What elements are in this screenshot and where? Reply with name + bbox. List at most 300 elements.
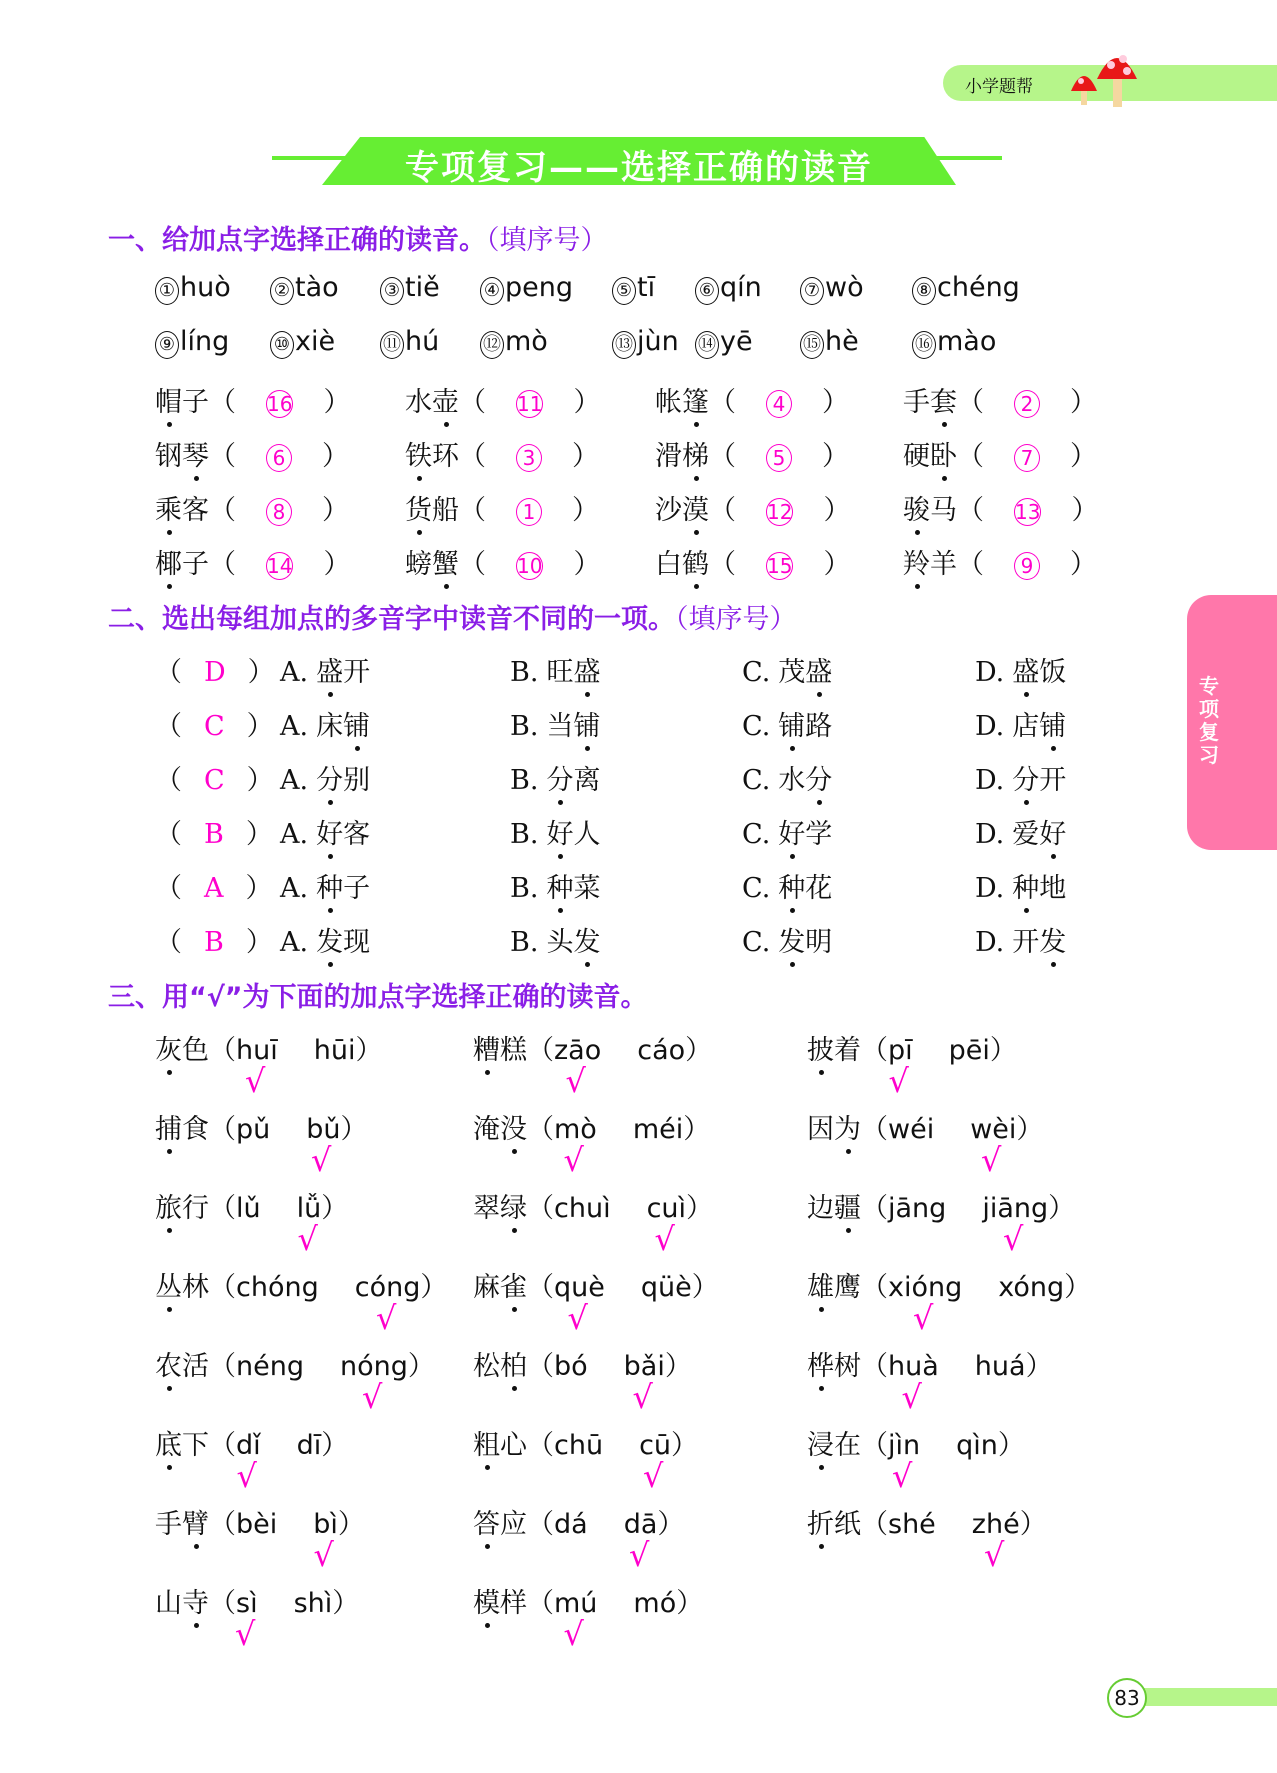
answer-value: 3 bbox=[516, 444, 542, 472]
check-mark: √ bbox=[654, 1220, 675, 1258]
check-mark: √ bbox=[565, 1062, 586, 1100]
pinyin-option-b: lǚ bbox=[296, 1193, 322, 1224]
word-char: 鹰 bbox=[834, 1272, 861, 1303]
pinyin-option-a: huà bbox=[888, 1351, 939, 1382]
option-number: ① bbox=[155, 277, 179, 305]
word-char: 发 bbox=[778, 920, 805, 959]
answer-value: 4 bbox=[766, 390, 792, 418]
answer-slot bbox=[266, 387, 293, 418]
pinyin-option bbox=[270, 326, 335, 359]
answer-value: 9 bbox=[1014, 552, 1040, 580]
check-mark: √ bbox=[888, 1062, 909, 1100]
answer-slot bbox=[516, 549, 543, 580]
option-number: ⑬ bbox=[612, 331, 636, 359]
word-char: 分 bbox=[316, 758, 343, 797]
pinyin-choice-item: 折纸（shé zhé） bbox=[807, 1502, 1047, 1541]
pinyin-choice-item: 山寺（sì shì） bbox=[155, 1581, 359, 1620]
word-char: 菜 bbox=[573, 873, 601, 904]
choice-letter: B. bbox=[510, 927, 539, 958]
option-pinyin: mò bbox=[505, 326, 548, 357]
word-char: 鹤 bbox=[682, 542, 709, 581]
pinyin-option-b: cū bbox=[639, 1430, 672, 1461]
option-number: ⑫ bbox=[480, 331, 504, 359]
option-pinyin: mào bbox=[937, 326, 997, 357]
pinyin-choice-item: 模样（mú mó） bbox=[473, 1581, 703, 1620]
word-char: 翠 bbox=[473, 1193, 500, 1224]
word-char: 盛 bbox=[805, 650, 832, 689]
pinyin-option-b: cóng bbox=[354, 1272, 421, 1303]
open-paren: （ bbox=[709, 495, 736, 526]
option-pinyin: huò bbox=[180, 272, 231, 303]
check-mark: √ bbox=[362, 1378, 383, 1416]
option-number: ⑨ bbox=[155, 331, 179, 359]
word-char: 色 bbox=[182, 1035, 209, 1066]
choice-letter: D. bbox=[975, 711, 1005, 742]
check-mark: √ bbox=[235, 1615, 256, 1653]
choice-letter: C. bbox=[742, 765, 771, 796]
pinyin-option-b: mó bbox=[633, 1588, 677, 1619]
word-char: 人 bbox=[573, 819, 601, 850]
pinyin-option-a: mò bbox=[554, 1114, 597, 1145]
option-pinyin: hè bbox=[825, 326, 859, 357]
word-char: 雀 bbox=[500, 1265, 527, 1304]
pinyin-choice-item: 浸在（jìn qìn） bbox=[807, 1423, 1025, 1462]
check-mark: √ bbox=[901, 1378, 922, 1416]
word-char: 篷 bbox=[682, 380, 709, 419]
pinyin-option-a: bó bbox=[554, 1351, 588, 1382]
word-char: 现 bbox=[343, 927, 371, 958]
word-char: 活 bbox=[182, 1351, 209, 1382]
pinyin-choice-item: 桦树（huà huá） bbox=[807, 1344, 1053, 1383]
answer-slot bbox=[766, 441, 792, 472]
pinyin-option bbox=[912, 326, 996, 359]
check-mark: √ bbox=[563, 1615, 584, 1653]
word-char: 客 bbox=[343, 819, 371, 850]
word-char: 乘 bbox=[155, 488, 182, 527]
option-number: ⑩ bbox=[270, 331, 294, 359]
choice bbox=[975, 704, 1066, 743]
answer-value: 16 bbox=[267, 392, 293, 416]
choice bbox=[510, 920, 600, 959]
word-char: 羊 bbox=[930, 549, 957, 580]
open-paren: （ bbox=[957, 441, 984, 472]
choice-letter: A. bbox=[280, 711, 309, 742]
word-char: 糟 bbox=[473, 1028, 500, 1067]
option-number: ⑥ bbox=[695, 277, 719, 305]
pinyin-option-a: què bbox=[554, 1272, 605, 1303]
word-char: 骏 bbox=[903, 488, 930, 527]
word-char: 心 bbox=[500, 1430, 527, 1461]
check-mark: √ bbox=[313, 1536, 334, 1574]
word-char: 头 bbox=[546, 927, 574, 958]
word-char: 在 bbox=[834, 1430, 861, 1461]
word-char: 折 bbox=[807, 1502, 834, 1541]
option-pinyin: hú bbox=[405, 326, 440, 357]
choice bbox=[510, 704, 600, 743]
choice-letter: A. bbox=[280, 927, 309, 958]
pinyin-option bbox=[695, 326, 753, 359]
pinyin-choice-item: 粗心（chū cū） bbox=[473, 1423, 698, 1462]
close-paren: ） bbox=[822, 387, 849, 418]
pinyin-option-b: cuì bbox=[646, 1193, 687, 1224]
choice bbox=[975, 920, 1066, 959]
check-mark: √ bbox=[913, 1299, 934, 1337]
open-paren: （ bbox=[709, 387, 736, 418]
word-char: 好 bbox=[778, 812, 805, 851]
pinyin-option-b: hūi bbox=[313, 1035, 356, 1066]
choice bbox=[280, 758, 370, 797]
choice bbox=[742, 920, 832, 959]
choice-letter: A. bbox=[280, 873, 309, 904]
word-char: 好 bbox=[546, 812, 573, 851]
word-char: 好 bbox=[1039, 812, 1066, 851]
option-number: ⑭ bbox=[695, 331, 719, 359]
close-paren: ） bbox=[572, 441, 599, 472]
option-pinyin: jùn bbox=[637, 326, 679, 357]
pinyin-choice-item: 翠绿（chuì cuì） bbox=[473, 1186, 713, 1225]
answer-paren: （ C ） bbox=[155, 765, 274, 796]
word-char: 好 bbox=[316, 812, 343, 851]
pinyin-option-a: pǔ bbox=[236, 1114, 271, 1145]
close-paren: ） bbox=[822, 441, 849, 472]
answer-slot bbox=[1014, 549, 1040, 580]
word-char: 琴 bbox=[182, 434, 209, 473]
close-paren: ） bbox=[1071, 495, 1099, 526]
answer-value: 15 bbox=[767, 554, 793, 578]
choice-letter: C. bbox=[742, 657, 771, 688]
word-char: 铺 bbox=[1039, 704, 1066, 743]
word-char: 披 bbox=[807, 1028, 834, 1067]
word-char: 帽 bbox=[155, 380, 182, 419]
pinyin-option-b: dī bbox=[296, 1430, 322, 1461]
open-paren: （ bbox=[209, 441, 236, 472]
word-char: 当 bbox=[546, 711, 574, 742]
word-char: 床 bbox=[316, 711, 344, 742]
side-tab bbox=[1187, 595, 1277, 850]
pinyin-option-b: zhé bbox=[971, 1509, 1020, 1540]
choice bbox=[742, 812, 832, 851]
word-char: 旺 bbox=[546, 657, 574, 688]
choice bbox=[280, 866, 370, 905]
brand-label: 小学题帮 bbox=[965, 77, 1033, 97]
answer-item bbox=[405, 488, 599, 527]
word-char: 疆 bbox=[834, 1186, 861, 1225]
word-char: 花 bbox=[805, 873, 833, 904]
check-mark: √ bbox=[297, 1220, 318, 1258]
word-char: 发 bbox=[316, 920, 343, 959]
pinyin-option-a: bèi bbox=[236, 1509, 278, 1540]
word-char: 绿 bbox=[500, 1186, 527, 1225]
close-paren: ） bbox=[573, 387, 601, 418]
choice-letter: B. bbox=[510, 657, 539, 688]
answer-value: 7 bbox=[1014, 444, 1040, 472]
check-mark: √ bbox=[311, 1141, 332, 1179]
answer-item bbox=[155, 542, 350, 581]
choice bbox=[975, 650, 1066, 689]
pinyin-option bbox=[612, 272, 655, 305]
word-char: 离 bbox=[573, 765, 601, 796]
pinyin-option-a: jìn bbox=[888, 1430, 921, 1461]
word-char: 分 bbox=[805, 758, 832, 797]
word-char: 明 bbox=[805, 927, 833, 958]
choice bbox=[742, 866, 832, 905]
answer-value: 2 bbox=[1014, 390, 1040, 418]
word-char: 分 bbox=[1012, 758, 1039, 797]
answer-slot bbox=[1014, 441, 1040, 472]
check-mark: √ bbox=[981, 1141, 1002, 1179]
answer-slot bbox=[266, 495, 292, 526]
option-pinyin: tiě bbox=[405, 272, 440, 303]
pinyin-choice-item: 因为（wéi wèi） bbox=[807, 1107, 1043, 1146]
word-char: 臂 bbox=[182, 1502, 209, 1541]
word-char: 盛 bbox=[316, 650, 343, 689]
section2-heading-text: 二、选出每组加点的多音字中读音不同的一项。 bbox=[108, 604, 675, 635]
pinyin-choice-item: 披着（pī pēi） bbox=[807, 1028, 1017, 1067]
word-char: 寺 bbox=[182, 1581, 209, 1620]
word-char: 样 bbox=[500, 1588, 527, 1619]
answer-paren: （ B ） bbox=[155, 927, 273, 958]
pinyin-choice-item: 旅行（lǔ lǚ） bbox=[155, 1186, 348, 1225]
word-char: 钢 bbox=[155, 441, 182, 472]
choice-letter: A. bbox=[280, 765, 309, 796]
pinyin-option-a: chuì bbox=[554, 1193, 611, 1224]
word-char: 淹 bbox=[473, 1114, 500, 1145]
option-pinyin: chéng bbox=[937, 272, 1020, 303]
pinyin-option bbox=[270, 272, 339, 305]
check-mark: √ bbox=[892, 1457, 913, 1495]
word-char: 盛 bbox=[573, 650, 600, 689]
close-paren: ） bbox=[823, 495, 851, 526]
word-char: 粗 bbox=[473, 1423, 500, 1462]
option-number: ④ bbox=[480, 277, 504, 305]
open-paren: （ bbox=[459, 495, 486, 526]
pinyin-choice-item: 手臂（bèi bì） bbox=[155, 1502, 365, 1541]
pinyin-option bbox=[800, 326, 859, 359]
pinyin-option-b: qìn bbox=[956, 1430, 998, 1461]
open-paren: （ bbox=[957, 495, 984, 526]
word-char: 行 bbox=[182, 1193, 209, 1224]
word-char: 开 bbox=[343, 657, 371, 688]
answer-slot bbox=[766, 387, 792, 418]
word-char: 环 bbox=[432, 441, 459, 472]
choice bbox=[280, 920, 370, 959]
option-pinyin: tào bbox=[295, 272, 339, 303]
close-paren: ） bbox=[572, 495, 599, 526]
word-char: 饭 bbox=[1039, 657, 1067, 688]
pinyin-option-a: zāo bbox=[554, 1035, 602, 1066]
answer-slot bbox=[516, 387, 543, 418]
pinyin-choice-item: 答应（dá dā） bbox=[473, 1502, 684, 1541]
word-char: 羚 bbox=[903, 542, 930, 581]
check-mark: √ bbox=[629, 1536, 650, 1574]
check-mark: √ bbox=[236, 1457, 257, 1495]
word-char: 底 bbox=[155, 1423, 182, 1462]
answer-item bbox=[903, 488, 1098, 527]
pinyin-option-a: huī bbox=[236, 1035, 278, 1066]
answer-item bbox=[655, 542, 850, 581]
answer-item bbox=[405, 434, 599, 473]
pinyin-choice-item: 捕食（pǔ bǔ） bbox=[155, 1107, 368, 1146]
answer-slot bbox=[266, 441, 292, 472]
answer-item bbox=[155, 488, 349, 527]
option-pinyin: xiè bbox=[295, 326, 336, 357]
option-pinyin: líng bbox=[180, 326, 230, 357]
answer-slot bbox=[1014, 387, 1040, 418]
word-char: 发 bbox=[573, 920, 600, 959]
option-number: ⑦ bbox=[800, 277, 824, 305]
pinyin-option-a: chóng bbox=[236, 1272, 319, 1303]
word-char: 学 bbox=[805, 819, 833, 850]
choice bbox=[510, 650, 600, 689]
pinyin-option-b: shì bbox=[293, 1588, 333, 1619]
answer-value: 14 bbox=[267, 554, 293, 578]
option-number: ② bbox=[270, 277, 294, 305]
choice-letter: C. bbox=[742, 819, 771, 850]
close-paren: ） bbox=[323, 387, 351, 418]
word-char: 漠 bbox=[682, 488, 709, 527]
pinyin-option-a: xióng bbox=[888, 1272, 963, 1303]
option-number: ⑧ bbox=[912, 277, 936, 305]
word-char: 农 bbox=[155, 1344, 182, 1383]
choice bbox=[510, 812, 600, 851]
answer-value: A bbox=[204, 873, 224, 904]
word-char: 梯 bbox=[682, 434, 709, 473]
word-char: 铁 bbox=[405, 434, 432, 473]
pinyin-option-b: huá bbox=[974, 1351, 1026, 1382]
open-paren: （ bbox=[957, 549, 984, 580]
pinyin-option bbox=[380, 272, 440, 305]
pinyin-option bbox=[480, 326, 548, 359]
choice-letter: C. bbox=[742, 711, 771, 742]
answer-item bbox=[405, 542, 600, 581]
pinyin-option bbox=[695, 272, 762, 305]
option-number: ⑪ bbox=[380, 331, 404, 359]
pinyin-option bbox=[155, 326, 229, 359]
open-paren: （ bbox=[459, 441, 486, 472]
word-char: 铺 bbox=[343, 704, 370, 743]
word-char: 糕 bbox=[500, 1035, 527, 1066]
word-char: 食 bbox=[182, 1114, 209, 1145]
choice bbox=[510, 866, 600, 905]
word-char: 山 bbox=[155, 1588, 182, 1619]
answer-value: 12 bbox=[767, 500, 793, 524]
answer-paren: （ A ） bbox=[155, 873, 273, 904]
pinyin-option-b: bì bbox=[313, 1509, 338, 1540]
pinyin-choice-item: 边疆（jāng jiāng） bbox=[807, 1186, 1075, 1225]
pinyin-option-b: wèi bbox=[970, 1114, 1017, 1145]
pinyin-option-a: dá bbox=[554, 1509, 588, 1540]
answer-item bbox=[655, 488, 850, 527]
answer-value: 6 bbox=[266, 444, 292, 472]
pinyin-option-a: sì bbox=[236, 1588, 258, 1619]
word-char: 货 bbox=[405, 488, 432, 527]
word-char: 种 bbox=[316, 866, 343, 905]
word-char: 捕 bbox=[155, 1107, 182, 1146]
choice-letter: C. bbox=[742, 873, 771, 904]
close-paren: ） bbox=[1070, 549, 1097, 580]
choice bbox=[280, 812, 370, 851]
close-paren: ） bbox=[1070, 387, 1097, 418]
check-mark: √ bbox=[567, 1299, 588, 1337]
word-char: 边 bbox=[807, 1193, 834, 1224]
choice-letter: C. bbox=[742, 927, 771, 958]
open-paren: （ bbox=[459, 387, 486, 418]
choice-letter: D. bbox=[975, 657, 1005, 688]
word-char: 因 bbox=[807, 1114, 834, 1145]
word-char: 没 bbox=[500, 1107, 527, 1146]
word-char: 桦 bbox=[807, 1344, 834, 1383]
section1-note: （填序号） bbox=[486, 225, 608, 256]
check-mark: √ bbox=[1003, 1220, 1024, 1258]
word-char: 灰 bbox=[155, 1028, 182, 1067]
word-char: 种 bbox=[546, 866, 573, 905]
word-char: 柏 bbox=[500, 1344, 527, 1383]
choice bbox=[742, 650, 832, 689]
pinyin-option-b: pēi bbox=[948, 1035, 990, 1066]
mushroom-icon bbox=[1061, 43, 1151, 107]
pinyin-option-a: wéi bbox=[888, 1114, 935, 1145]
choice bbox=[742, 758, 832, 797]
word-char: 丛 bbox=[155, 1265, 182, 1304]
pinyin-choice-item: 灰色（huī hūi） bbox=[155, 1028, 382, 1067]
choice bbox=[975, 866, 1066, 905]
choice-letter: A. bbox=[280, 819, 309, 850]
word-char: 水 bbox=[405, 387, 432, 418]
pinyin-option-b: xóng bbox=[998, 1272, 1065, 1303]
close-paren: ） bbox=[573, 549, 601, 580]
answer-value: C bbox=[204, 711, 225, 742]
word-char: 套 bbox=[930, 380, 957, 419]
section1-heading-text: 一、给加点字选择正确的读音。 bbox=[108, 225, 486, 256]
side-tab-label: 专项复习 bbox=[1199, 674, 1219, 767]
option-pinyin: qín bbox=[720, 272, 762, 303]
check-mark: √ bbox=[245, 1062, 266, 1100]
check-mark: √ bbox=[984, 1536, 1005, 1574]
answer-item bbox=[903, 380, 1097, 419]
word-char: 分 bbox=[546, 758, 573, 797]
answer-value: C bbox=[204, 765, 225, 796]
answer-value: B bbox=[204, 927, 224, 958]
open-paren: （ bbox=[709, 549, 736, 580]
word-char: 答 bbox=[473, 1502, 500, 1541]
choice-letter: D. bbox=[975, 927, 1005, 958]
answer-value: 11 bbox=[517, 392, 543, 416]
pinyin-choice-item: 雄鹰（xióng xóng） bbox=[807, 1265, 1091, 1304]
answer-value: 10 bbox=[517, 554, 543, 578]
option-number: ⑮ bbox=[800, 331, 824, 359]
pinyin-option-a: chū bbox=[554, 1430, 604, 1461]
pinyin-choice-item: 淹没（mò méi） bbox=[473, 1107, 710, 1146]
word-char: 种 bbox=[1012, 866, 1039, 905]
answer-item bbox=[903, 434, 1097, 473]
word-char: 子 bbox=[182, 549, 209, 580]
answer-item bbox=[155, 434, 349, 473]
brand-banner bbox=[943, 65, 1277, 101]
option-pinyin: wò bbox=[825, 272, 864, 303]
pinyin-option bbox=[800, 272, 864, 305]
word-char: 客 bbox=[182, 495, 209, 526]
word-char: 松 bbox=[473, 1351, 500, 1382]
section2-note: （填序号） bbox=[675, 604, 797, 635]
choice-letter: B. bbox=[510, 873, 539, 904]
choice-letter: B. bbox=[510, 765, 539, 796]
option-number: ⑯ bbox=[912, 331, 936, 359]
answer-value: 13 bbox=[1015, 500, 1041, 524]
word-char: 白 bbox=[655, 549, 682, 580]
word-char: 子 bbox=[182, 387, 209, 418]
pinyin-option-a: jāng bbox=[888, 1193, 947, 1224]
pinyin-option-a: lǔ bbox=[236, 1193, 261, 1224]
